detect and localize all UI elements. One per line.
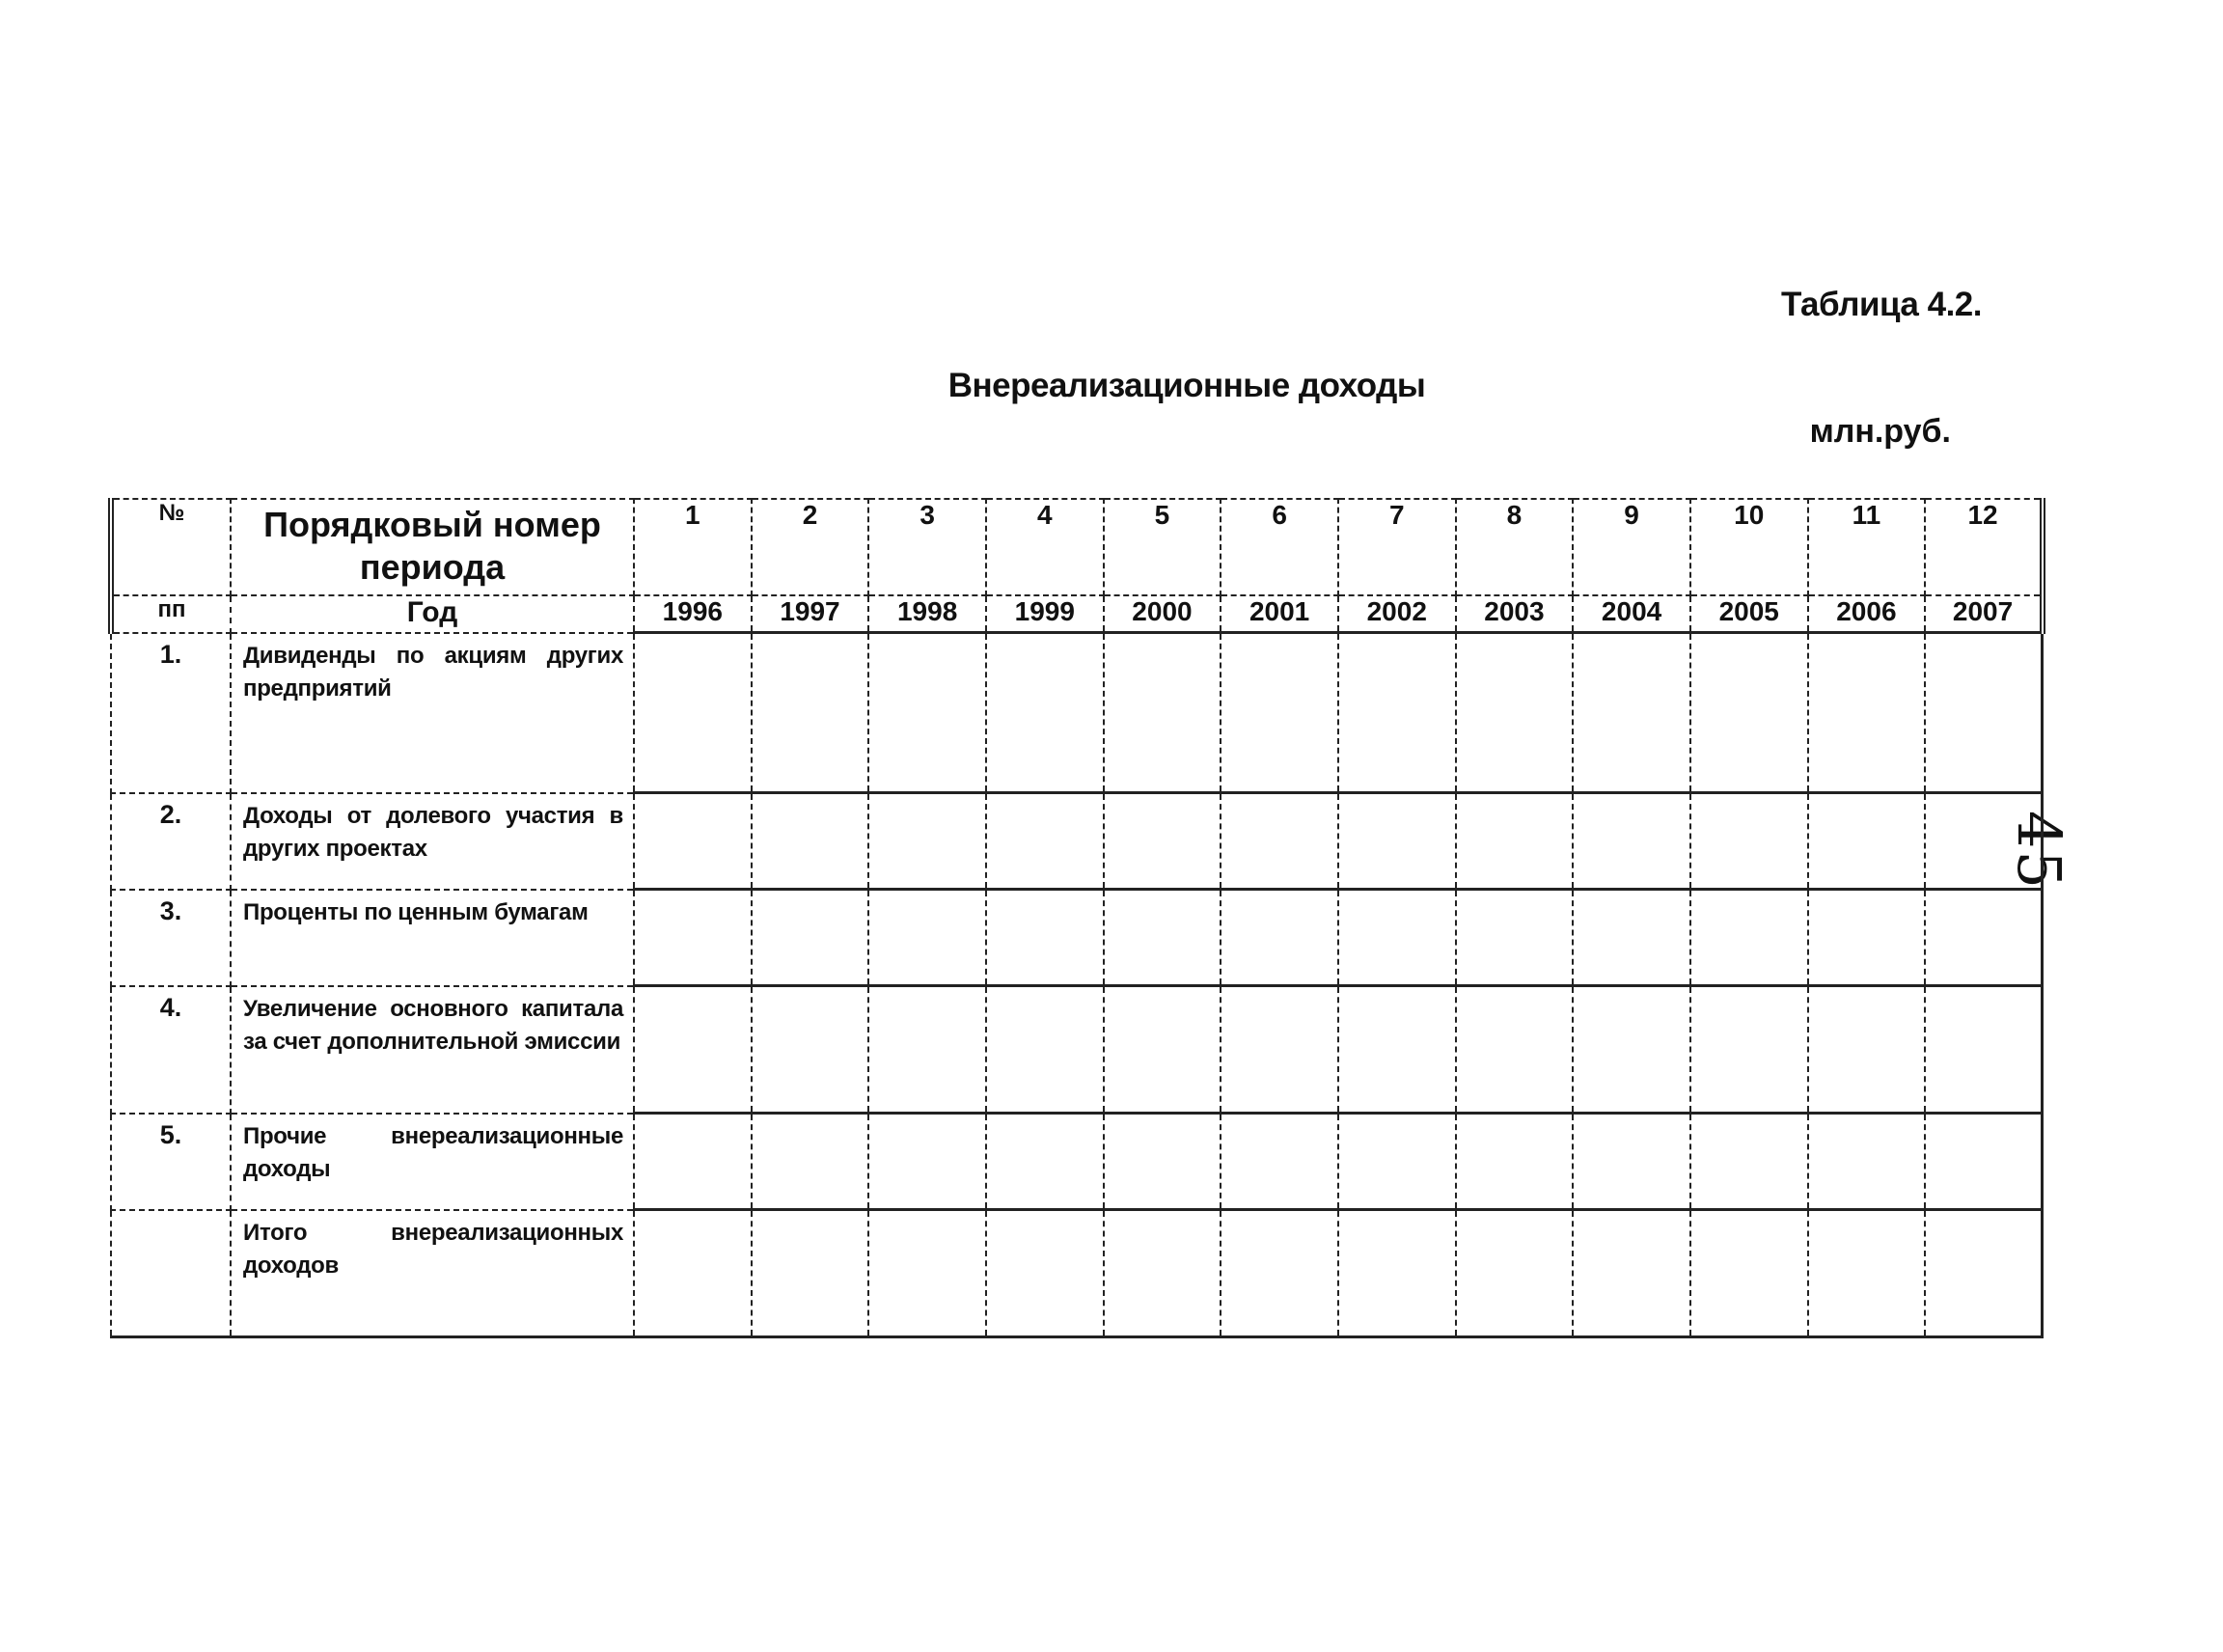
table-row xyxy=(111,633,2043,793)
value-cell xyxy=(986,633,1104,793)
value-cell xyxy=(1925,890,2043,986)
row-number: 2. xyxy=(111,793,231,890)
value-cell xyxy=(1808,1210,1926,1337)
value-cell xyxy=(634,986,752,1114)
number-column-subheader: пп xyxy=(111,595,231,633)
period-number-header: 8 xyxy=(1456,499,1574,595)
value-cell xyxy=(634,1210,752,1337)
year-header: 2007 xyxy=(1925,595,2043,633)
year-header: 2003 xyxy=(1456,595,1574,633)
value-cell xyxy=(1456,1114,1574,1210)
value-cell xyxy=(752,633,869,793)
period-number-header: 3 xyxy=(868,499,986,595)
handwritten-page-number: 45 xyxy=(2004,811,2074,891)
year-header: 2001 xyxy=(1221,595,1338,633)
value-cell xyxy=(1690,1210,1808,1337)
value-cell xyxy=(1338,633,1456,793)
value-cell xyxy=(1808,633,1926,793)
year-header: 2004 xyxy=(1573,595,1690,633)
units-label: млн.руб. xyxy=(1809,413,1951,450)
row-label: Прочие внереализационные доходы xyxy=(231,1114,634,1210)
value-cell xyxy=(1104,1210,1221,1337)
document-title: Внереализационные доходы xyxy=(947,367,1426,404)
period-number-header: 1 xyxy=(634,499,752,595)
value-cell xyxy=(868,986,986,1114)
table-row xyxy=(111,890,2043,986)
value-cell xyxy=(752,793,869,890)
row-number: 3. xyxy=(111,890,231,986)
value-cell xyxy=(634,793,752,890)
period-number-header: 2 xyxy=(752,499,869,595)
period-number-header: 7 xyxy=(1338,499,1456,595)
value-cell xyxy=(1573,793,1690,890)
value-cell xyxy=(1925,986,2043,1114)
value-cell xyxy=(1690,633,1808,793)
value-cell xyxy=(1690,793,1808,890)
value-cell xyxy=(752,1114,869,1210)
value-cell xyxy=(1808,793,1926,890)
value-cell xyxy=(1338,890,1456,986)
value-cell xyxy=(1221,986,1338,1114)
value-cell xyxy=(986,986,1104,1114)
value-cell xyxy=(1925,1114,2043,1210)
value-cell xyxy=(634,1114,752,1210)
value-cell xyxy=(868,793,986,890)
period-number-header: 11 xyxy=(1808,499,1926,595)
period-number-header: 6 xyxy=(1221,499,1338,595)
value-cell xyxy=(1338,1210,1456,1337)
header-row-years xyxy=(111,595,2043,633)
row-number: 5. xyxy=(111,1114,231,1210)
value-cell xyxy=(1925,1210,2043,1337)
value-cell xyxy=(1573,633,1690,793)
value-cell xyxy=(752,986,869,1114)
value-cell xyxy=(752,890,869,986)
period-number-header: 9 xyxy=(1573,499,1690,595)
value-cell xyxy=(1573,1210,1690,1337)
period-column-header: Порядковый номер периода xyxy=(231,499,634,595)
value-cell xyxy=(1690,1114,1808,1210)
value-cell xyxy=(1690,890,1808,986)
table-row xyxy=(111,1210,2043,1337)
value-cell xyxy=(1808,986,1926,1114)
value-cell xyxy=(1221,890,1338,986)
value-cell xyxy=(1573,1114,1690,1210)
value-cell xyxy=(986,890,1104,986)
period-number-header: 10 xyxy=(1690,499,1808,595)
income-table xyxy=(108,498,2045,1338)
table-row xyxy=(111,986,2043,1114)
value-cell xyxy=(868,1210,986,1337)
value-cell xyxy=(1338,986,1456,1114)
header-row-periods xyxy=(111,499,2043,595)
value-cell xyxy=(634,633,752,793)
value-cell xyxy=(1573,890,1690,986)
value-cell xyxy=(1104,890,1221,986)
row-label: Увеличение основного капитала за счет дополнительной эмиссии xyxy=(231,986,634,1114)
number-column-header: № xyxy=(111,499,231,595)
year-header: 1999 xyxy=(986,595,1104,633)
table-row xyxy=(111,793,2043,890)
value-cell xyxy=(634,890,752,986)
year-header: 2002 xyxy=(1338,595,1456,633)
period-number-header: 4 xyxy=(986,499,1104,595)
value-cell xyxy=(986,1114,1104,1210)
value-cell xyxy=(1925,633,2043,793)
row-number xyxy=(111,1210,231,1337)
value-cell xyxy=(1456,986,1574,1114)
value-cell xyxy=(868,890,986,986)
table-number-label: Таблица 4.2. xyxy=(1781,286,1982,323)
value-cell xyxy=(1104,986,1221,1114)
value-cell xyxy=(1104,633,1221,793)
value-cell xyxy=(1456,633,1574,793)
row-label: Проценты по ценным бумагам xyxy=(231,890,634,986)
value-cell xyxy=(1925,793,2043,890)
year-column-header: Год xyxy=(231,595,634,633)
value-cell xyxy=(1221,1210,1338,1337)
row-number: 4. xyxy=(111,986,231,1114)
value-cell xyxy=(1456,1210,1574,1337)
period-number-header: 5 xyxy=(1104,499,1221,595)
value-cell xyxy=(1456,890,1574,986)
value-cell xyxy=(1221,633,1338,793)
value-cell xyxy=(1456,793,1574,890)
value-cell xyxy=(1573,986,1690,1114)
value-cell xyxy=(868,633,986,793)
value-cell xyxy=(868,1114,986,1210)
value-cell xyxy=(1338,1114,1456,1210)
value-cell xyxy=(1104,1114,1221,1210)
year-header: 1996 xyxy=(634,595,752,633)
value-cell xyxy=(1808,1114,1926,1210)
row-number: 1. xyxy=(111,633,231,793)
value-cell xyxy=(1338,793,1456,890)
year-header: 1998 xyxy=(868,595,986,633)
year-header: 2006 xyxy=(1808,595,1926,633)
value-cell xyxy=(1690,986,1808,1114)
value-cell xyxy=(1221,1114,1338,1210)
value-cell xyxy=(1221,793,1338,890)
row-label: Дивиденды по акциям других предприятий xyxy=(231,633,634,793)
value-cell xyxy=(1808,890,1926,986)
year-header: 2005 xyxy=(1690,595,1808,633)
row-label: Доходы от долевого участия в других проектах xyxy=(231,793,634,890)
value-cell xyxy=(752,1210,869,1337)
table-row xyxy=(111,1114,2043,1210)
year-header: 1997 xyxy=(752,595,869,633)
row-label: Итого внереализационных доходов xyxy=(231,1210,634,1337)
year-header: 2000 xyxy=(1104,595,1221,633)
value-cell xyxy=(1104,793,1221,890)
value-cell xyxy=(986,793,1104,890)
value-cell xyxy=(986,1210,1104,1337)
period-number-header: 12 xyxy=(1925,499,2043,595)
